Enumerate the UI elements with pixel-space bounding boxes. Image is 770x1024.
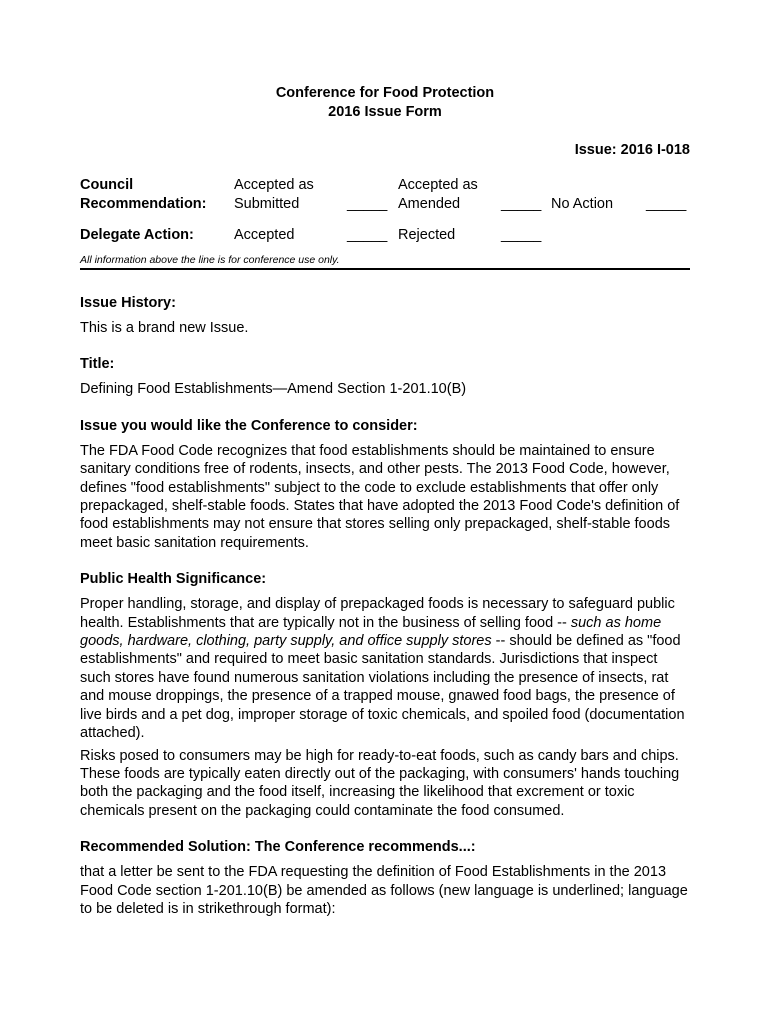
public-health-p1-italic: such as home goods, hardware, clothing, party supply, and office supply stores xyxy=(80,614,662,650)
accepted-amended-line-1: Accepted as xyxy=(398,177,478,193)
delegate-action-label: Delegate Action: xyxy=(80,227,194,243)
accepted-submitted-line-2: Submitted xyxy=(234,196,300,212)
issue-consider-text: The FDA Food Code recognizes that food establishments should be maintained to ensure sanitary conditions free of rodents, insects, and other pests. The 2013 Food Code, however, defines "food establishments" subject to the code to exclude establishments that offer only prepackaged, shelf-stable foods. States that have adopted the 2013 Food Code's definition of food establishments may not ensure that stores selling only prepackaged, shelf-stable foods meet basic sanitation requirements. xyxy=(80,442,680,551)
conference-use-note: All information above the line is for conference use only. xyxy=(80,254,340,266)
public-health-p1-end: -- should be defined as "food establishments" and required to meet basic sanitation standards. Jurisdictions that inspect such stores have found numerous sanitation violations including the presence of insects, rat and mouse droppings, the presence of a trapped mouse, gnawed food bags, the presence of live birds and a pet dog, improper storage of toxic chemicals, and spoiled food (documentation attached). xyxy=(80,633,685,742)
decision-grid xyxy=(80,176,690,256)
public-health-heading: Public Health Significance: xyxy=(80,571,267,588)
no-action-blank[interactable]: _____ xyxy=(646,196,687,212)
accepted-amended-line-2: Amended xyxy=(398,196,461,212)
accepted-submitted-line-1: Accepted as xyxy=(234,177,314,193)
council-label-line-2: Recommendation: xyxy=(80,196,207,212)
council-label-line-1: Council xyxy=(80,177,134,193)
title-line-1: Conference for Food Protection xyxy=(275,85,495,101)
title-text: Defining Food Establishments—Amend Section 1-201.10(B) xyxy=(80,381,467,398)
delegate-accepted-blank[interactable]: _____ xyxy=(347,227,388,243)
public-health-p1-start: Proper handling, storage, and display of prepackaged foods is necessary to safeguard public health. Establishments that are typically not in the business of selling food -- xyxy=(80,596,675,631)
title-line-2: 2016 Issue Form xyxy=(328,104,442,120)
title-heading: Title: xyxy=(80,356,115,373)
recommended-solution-text: that a letter be sent to the FDA requesting the definition of Food Establishments in the 2013 Food Code section 1-201.10(B) be amended as follows (new language is underlined; language to be deleted is in strikethrough format): xyxy=(80,864,688,917)
issue-number: Issue: 2016 I-018 xyxy=(574,142,690,158)
divider-line xyxy=(80,268,690,270)
accepted-amended-blank[interactable]: _____ xyxy=(501,196,542,212)
issue-history-heading: Issue History: xyxy=(80,295,176,311)
accepted-submitted-blank[interactable]: _____ xyxy=(347,196,388,212)
issue-history-text: This is a brand new Issue. xyxy=(80,320,249,336)
delegate-rejected-label: Rejected xyxy=(398,227,456,243)
delegate-accepted-label: Accepted xyxy=(234,227,295,243)
no-action-label: No Action xyxy=(551,196,614,212)
recommended-solution-heading: Recommended Solution: The Conference recommends...: xyxy=(80,839,476,856)
issue-consider-heading: Issue you would like the Conference to consider: xyxy=(80,417,418,434)
document-title xyxy=(80,84,690,122)
public-health-paragraph-1 xyxy=(80,595,690,742)
public-health-paragraph-2: Risks posed to consumers may be high for ready-to-eat foods, such as candy bars and chips. These foods are typically eaten directly out of the packaging, with consumers' hands touching both the packaging and the food itself, increasing the likelihood that excrement or toxic chemicals present on the packaging could contaminate the food consumed. xyxy=(80,747,680,819)
delegate-rejected-blank[interactable]: _____ xyxy=(501,227,542,243)
